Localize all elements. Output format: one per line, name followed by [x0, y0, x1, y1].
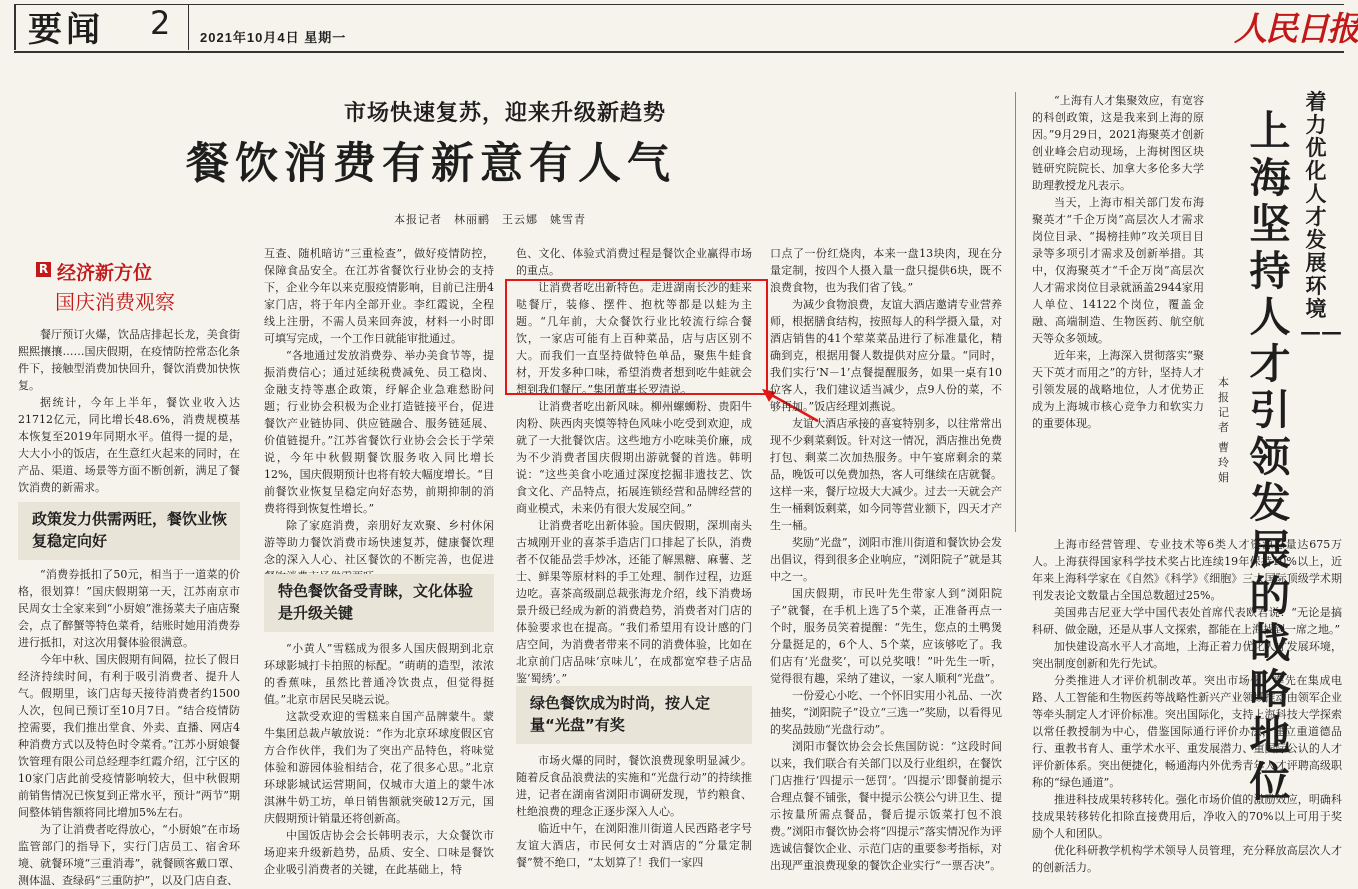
article-column-3-bottom — [516, 752, 752, 878]
side-article-column-top — [1032, 92, 1204, 532]
paragraph: “各地通过发放消费券、举办美食节等，提振消费信心；通过延续税费减免、员工稳岗、金融支持等惠企政策，纾解企业急难愁盼问题；行业协会积极为企业打造链接平台，促进餐饮产业链协同、供应链融合、服务链延展、价值链提升。”江苏省餐饮行业协会会长于学荣说，今年中秋假期餐饮服务收入同比增长12%，国庆假期预计也将有较大幅度增长。“目前餐饮业恢复呈稳定向好态势，前期抑制的消费将得到恢复性增长。” — [264, 349, 494, 515]
paragraph: 今年中秋、国庆假期有间隔，拉长了假日经济持续时间，有利于吸引消费者、提升人气。假期里，该门店每天接待消费者约1500人次，包间已预订至10月7日。“结合疫情防控需要，我们推出堂食、外卖、直播、网店4种消费方式以及特色时令菜肴。”江苏小厨娘餐饮管理有限公司总经理李红霞介绍，江宁区的10家门店此前受疫情影响较大，但中秋假期前销售情况已恢复到正常水平，预计“两节”期间整体销售额将同比增加5%左右。 — [18, 653, 240, 819]
article-column-1-bottom — [18, 566, 240, 887]
issue-date: 2021年10月4日 星期一 — [200, 30, 347, 45]
paragraph: 市场火爆的同时，餐饮浪费现象明显减少。随着反食品浪费法的实施和“光盘行动”的持续推进，记者在湖南省浏阳市调研发现，节约粮食、杜绝浪费的理念正逐步深入人心。 — [516, 754, 752, 818]
paragraph: 让消费者吃出新特色。走进湖南长沙的蛙来哒餐厅，装修、摆件、抱枕等都是以蛙为主题。“几年前，大众餐饮行业比较流行综合餐饮，一家店可能有上百种菜品，店与店区别不大。而我们一直坚持做特色单品，聚焦牛蛙食材，开发多种口味，希望消费者想到吃牛蛙就会想到我们餐厅。”集团董事长罗清说。 — [516, 281, 752, 396]
paragraph: 近年来，上海深入贯彻落实“聚天下英才而用之”的方针，坚持人才引领发展的战略地位，人才优势正成为上海城市核心竞争力和软实力的重要体现。 — [1032, 349, 1204, 430]
paragraph: 分类推进人才评价机制改革。突出市场化，率先在集成电路、人工智能和生物医药等战略性新兴产业领域推动由领军企业等牵头制定人才评价标准。突出国际化，支持上海科技大学探索以常任教授制为中心，借鉴国际通行评价办法，建立重道德品行、重教书育人、重学术水平、重发展潜力、重国际公认的人才评价新体系。突出便捷化，畅通海内外优秀青年人才评聘高级职称的“绿色通道”。 — [1032, 674, 1342, 789]
paragraph: 为减少食物浪费，友谊大酒店邀请专业营养师，根据膳食结构，按照每人的科学摄入量，对酒店销售的41个荤菜菜品进行了标准量化，精确到克，根据用餐人数提供对应分量。“同时，我们实行‘N－1’点餐提醒服务，如果一桌有10位客人，我们建议适当减少，点9人份的菜，不够再加。”饭店经理刘燕说。 — [770, 298, 1002, 413]
paragraph: 加快建设高水平人才高地，上海正着力优化人才发展环境，突出制度创新和先行先试。 — [1032, 640, 1342, 670]
paragraph: 据统计，今年上半年，餐饮业收入达21712亿元，同比增长48.6%，消费规模基本恢复至2019年同期水平。值得一提的是，大大小小的饭店，在生意红火起来的同时，在产品、渠道、场景等方面不断创新，满足了餐饮消费的新需求。 — [18, 396, 240, 494]
side-article-author: 曹玲娟 — [1218, 441, 1229, 484]
article-column-1-top — [18, 326, 240, 496]
paragraph: 推进科技成果转移转化。强化市场价值的激励效应，明确科技成果转移转化扣除直接费用后，净收入的70%以上可用于奖励个人和团队。 — [1032, 793, 1342, 840]
column-subtitle: 国庆消费观察 — [55, 290, 175, 314]
paragraph: 中国饭店协会会长韩明表示，大众餐饮市场迎来升级新趋势，品质、安全、口味是餐饮企业吸引消费者的关键，在此基础上，特 — [264, 829, 494, 876]
paragraph: “消费券抵扣了50元，相当于一道菜的价格，很划算！”国庆假期第一天，江苏南京市民周女士全家来到“小厨娘”淮扬菜夫子庙店聚会，点了醉蟹等特色菜肴，结账时她用消费券进行抵扣，对这次用餐体验很满意。 — [18, 568, 240, 649]
article-headline: 餐饮消费有新意有人气 — [186, 139, 676, 189]
paragraph: “上海有人才集聚效应，有宽容的科创政策，这是我来到上海的原因。”9月29日，2021海聚英才创新创业峰会启动现场，上海树图区块链研究院院长、加拿大多伦多大学助理教授龙凡表示。 — [1032, 94, 1204, 192]
article-column-2-bottom — [264, 640, 494, 878]
article-byline: 本报记者 林丽鹂 王云娜 姚雪青 — [394, 213, 586, 226]
masthead-top-rule — [14, 4, 1344, 5]
subhead-1: 政策发力供需两旺，餐饮业恢复稳定向好 — [18, 502, 240, 560]
paragraph: 上海市经营管理、专业技术等6类人才资源总量达675万人。上海获得国家科学技术奖占比连续19年保持10%以上，近年来上海科学家在《自然》《科学》《细胞》三大国际顶级学术期刊发表论文数量占全国总数超过25%。 — [1032, 538, 1342, 602]
paragraph: 口点了一份红烧肉，本来一盘13块肉，现在分量定制，按四个人摄入量一盘只提供6块，既不浪费食物，也为我们省了钱。” — [770, 247, 1002, 294]
page-number: 2 — [150, 4, 171, 42]
paragraph: 友谊大酒店承接的喜宴特别多，以往常常出现不少剩菜剩饭。针对这一情况，酒店推出免费打包、剩菜二次加热服务。中午宴席剩余的菜品，晚饭可以免费加热，客人可继续在店就餐。这样一来，餐厅垃圾大大减少。过去一天就会产生一桶剩饭剩菜，如今同等营业额下，四天才产生一桶。 — [770, 417, 1002, 532]
newspaper-logo: 人民日报 — [1234, 9, 1358, 48]
article-kicker: 市场快速复苏，迎来升级新趋势 — [344, 100, 667, 126]
paragraph: “小黄人”雪糕成为很多人国庆假期到北京环球影城打卡拍照的标配。“萌萌的造型，浓浓的香蕉味，虽然比普通冷饮贵点，但觉得挺值。”北京市居民吴晓云说。 — [264, 642, 494, 706]
article-column-2-top — [264, 245, 494, 565]
highlight-callout-box — [505, 279, 768, 395]
column-badge-icon: R — [36, 262, 51, 277]
paragraph: 为了让消费者吃得放心，“小厨娘”在市场监管部门的指导下，实行门店员工、宿舍环境、就餐环境“三重消毒”，就餐顾客戴口罩、测体温、查绿码“三重防护”，以及门店自查、 — [18, 823, 240, 887]
side-article-column-bottom — [1032, 536, 1342, 882]
paragraph: 美国弗吉尼亚大学中国代表处首席代表欧君说：“无论是搞科研、做金融，还是从事人文探索，都能在上海找到一席之地。” — [1032, 606, 1342, 636]
paragraph: 互查、随机暗访“三重检查”，做好疫情防控，保障食品安全。在江苏省餐饮行业协会的支持下，企业今年以来克服疫情影响，目前已注册4家门店，将于年内全部开业。李红霞说，全程线上注册，不需人员来回奔波，材料一小时即可填写完成，一个工作日就能审批通过。 — [264, 247, 494, 345]
side-article-headline: 上海坚持人才引领发展的战略地位 — [1249, 107, 1291, 806]
paragraph: 国庆假期，市民叶先生带家人到“浏阳院子”就餐，在手机上选了5个菜，正准备再点一个时，服务员笑着提醒：“先生，您点的土鸭煲分量挺足的，6个人、5个菜，应该够吃了。我们店有‘光盘奖’，可以兑奖哦！”叶先生一听，觉得很有趣，采纳了建议，一家人顺利“光盘”。 — [770, 587, 1002, 685]
subhead-2: 特色餐饮备受青睐，文化体验是升级关键 — [264, 574, 494, 632]
paragraph: 一份爱心小吃、一个怀旧实用小礼品、一次抽奖，“浏阳院子”设立“三选一”奖励，以看得见的奖品鼓励“光盘行动”。 — [770, 689, 1002, 736]
paragraph: 除了家庭消费，亲朋好友欢聚、乡村休闲游等助力餐饮消费市场快速复苏，健康餐饮理念的深入人心、社区餐饮的不断完善，也促进 — [264, 519, 494, 566]
article-column-4 — [770, 245, 1002, 881]
paragraph: 让消费者吃出新体验。国庆假期，深圳南头古城刚开业的喜茶手造店门口排起了长队，消费者不仅能品尝手炒冰，还能了解黑糖、麻薯、芝士、鲜果等原材料的手工处理、制作过程，边逛边吃。喜茶高级副总裁张海龙介绍，线下消费场景升级已经成为新的消费趋势，消费者对门店的体验要求也在提高。“我们希望用有设计感的门店空间，为消费者带来不同的消费体验，比如在北京前门店品味‘京味儿’，在成都宽窄巷子店品鉴‘蜀绣’。” — [516, 519, 752, 685]
column-divider — [1015, 92, 1016, 532]
paragraph: 色、文化、体验式消费过程是餐饮企业赢得市场的重点。 — [516, 247, 752, 277]
paragraph: 奖励“光盘”，浏阳市淮川街道和餐饮协会发出倡议，得到很多企业响应，“浏阳院子”就是其中之一。 — [770, 536, 1002, 583]
side-article-kicker: 着力优化人才发展环境—— — [1300, 89, 1342, 344]
section-name: 要闻 — [28, 10, 104, 50]
paragraph: 浏阳市餐饮协会会长焦国防说：“这段时间以来，我们联合有关部门以及行业组织，在餐饮门店推行‘四提示一惩罚’。‘四提示’即餐前提示合理点餐不铺张，餐中提示公筷公勺讲卫生、提示按量所需点餐品，餐后提示饭菜打包不浪费。”浏阳市餐饮协会将“四提示”落实情况作为评选诚信餐饮企业、示范门店的重要参考指标，对出现严重浪费现象的餐饮企业实行“一票否决”。 — [770, 740, 1002, 872]
paragraph: 优化科研教学机构学术领导人员管理，充分释放高层次人才的创新活力。 — [1032, 844, 1342, 874]
side-article-byline: 本报记者 — [1218, 376, 1229, 434]
column-name: 经济新方位 — [57, 262, 153, 284]
paragraph: 让消费者吃出新风味。柳州螺蛳粉、贵阳牛肉粉、陕西肉夹馍等特色风味小吃受到欢迎，成就了一大批餐饮店。这些地方小吃味美价廉，成为不少消费者国庆假期出游就餐的首选。韩明说：“这些美食小吃通过深度挖掘非遗技艺、饮食文化、产品特点，拓展连锁经营和品牌经营的商业模式，未来仍有很大发展空间。” — [516, 400, 752, 515]
masthead-bottom-rule — [14, 51, 1344, 53]
paragraph: 当天，上海市相关部门发布海聚英才“千企万岗”高层次人才需求岗位目录、“揭榜挂帅”攻关项目目录等多项引才需求及创新举措。其中，仅海聚英才“千企万岗”高层次人才需求岗位目录就涵盖2944家用人单位、14122个岗位，覆盖金融、高端制造、生物医药、航空航天等众多领域。 — [1032, 196, 1204, 345]
subhead-3: 绿色餐饮成为时尚，按人定量“光盘”有奖 — [516, 686, 752, 744]
paragraph: 这款受欢迎的雪糕来自国产品牌蒙牛。蒙牛集团总裁卢敏放说：“作为北京环球度假区官方合作伙伴，我们为了突出产品特色，将味觉体验和游园体验相结合，花了很多心思。”北京环球影城试运营期间，仅城市大道上的蒙牛冰淇淋牛奶工坊，单日销售额就突破12万元，国庆假期预计销量还将创新高。 — [264, 710, 494, 825]
paragraph: 餐厅预订火爆，饮品店排起长龙，美食街熙熙攘攘……国庆假期，在疫情防控常态化条件下，接触型消费加快回升，餐饮消费加快恢复。 — [18, 328, 240, 392]
paragraph: 临近中午，在浏阳淮川街道人民西路老字号友谊大酒店，市民何女士对酒店的“分量定制餐”赞不绝口，“太划算了！我们一家四 — [516, 822, 752, 869]
